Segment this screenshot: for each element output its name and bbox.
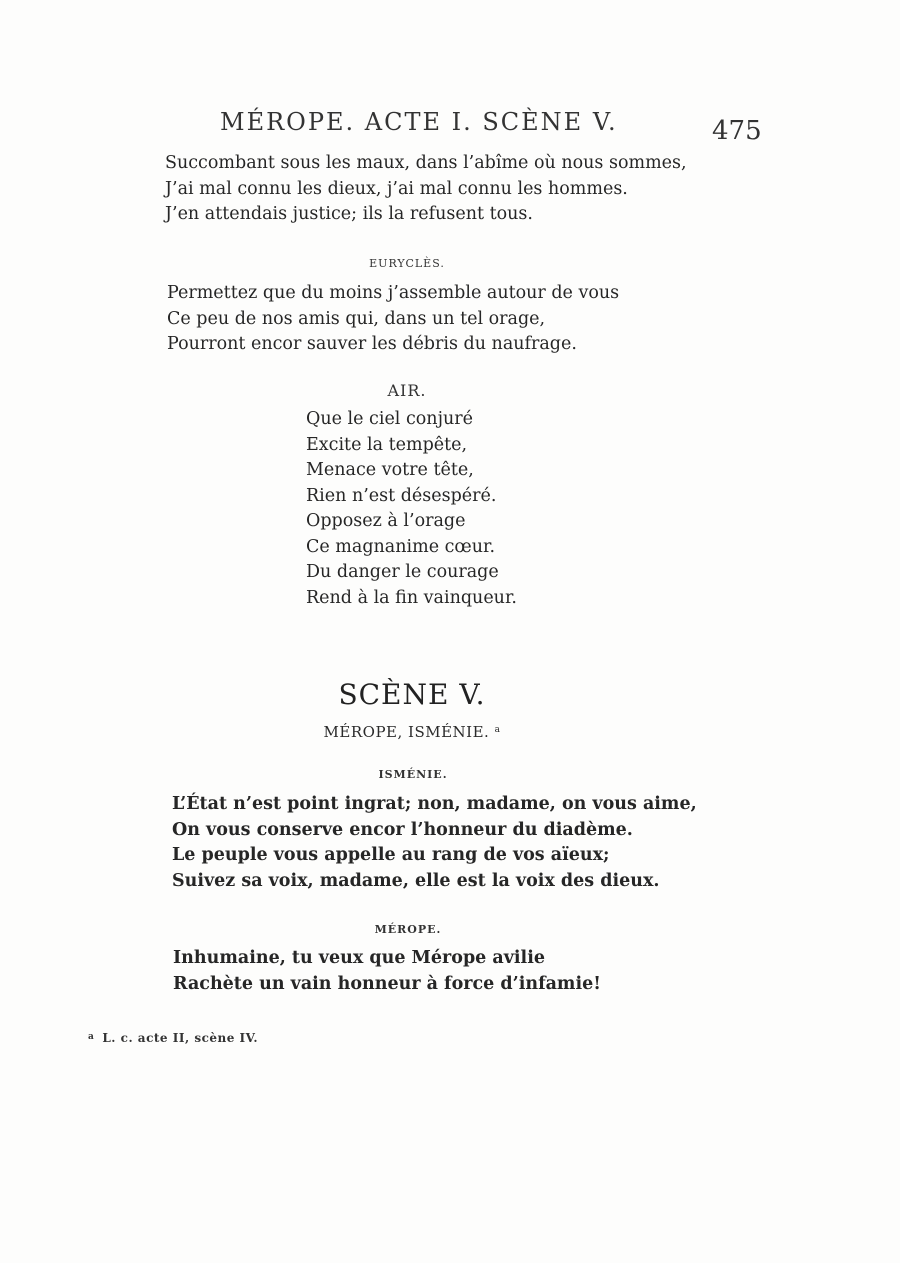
- verse-block-euryclès: [167, 281, 619, 358]
- verse-line: Excite la tempête,: [306, 434, 468, 455]
- speaker-name: EURYCLÈS.: [369, 257, 445, 270]
- verse-line: Le peuple vous appelle au rang de vos aïeux;: [172, 845, 610, 865]
- scene-heading: SCÈNE V.: [338, 678, 486, 711]
- scene-characters: [324, 723, 501, 741]
- verse-line: J’en attendais justice; ils la refusent tous.: [165, 204, 533, 224]
- verse-line: L’État n’est point ingrat; non, madame, on vous aime,: [172, 794, 697, 814]
- verse-line: Ce magnanime cœur.: [306, 536, 496, 557]
- air-heading: AIR.: [387, 381, 427, 400]
- page-number: 475: [712, 116, 762, 146]
- footnote-marker[interactable]: a: [494, 725, 501, 735]
- verse-line: Que le ciel conjuré: [306, 409, 473, 429]
- speaker-name: MÉROPE.: [374, 923, 442, 936]
- verse-line: Du danger le courage: [306, 562, 499, 582]
- verse-block-ismenie: [172, 792, 697, 894]
- verse-line: Rien n’est désespéré.: [306, 485, 497, 506]
- running-title: MÉROPE. ACTE I. SCÈNE V.: [220, 108, 618, 136]
- character-list: MÉROPE, ISMÉNIE.: [323, 723, 490, 741]
- verse-line: Inhumaine, tu veux que Mérope avilie: [173, 948, 545, 968]
- footnote: [88, 1031, 258, 1045]
- footnote-text: L. c. acte II, scène IV.: [102, 1031, 259, 1045]
- air-verse-block: [306, 407, 517, 611]
- verse-line: On vous conserve encor l’honneur du diadème.: [172, 819, 633, 840]
- verse-block-merope: [165, 151, 687, 228]
- verse-line: Pourront encor sauver les débris du naufrage.: [167, 334, 577, 354]
- verse-line: Suivez sa voix, madame, elle est la voix des dieux.: [172, 870, 660, 891]
- verse-line: J’ai mal connu les dieux, j’ai mal connu les hommes.: [165, 178, 628, 199]
- verse-line: Menace votre tête,: [306, 460, 474, 480]
- verse-line: Opposez à l’orage: [306, 511, 466, 531]
- verse-line: Rachète un vain honneur à force d’infamie!: [173, 973, 601, 994]
- verse-line: Permettez que du moins j’assemble autour de vous: [167, 283, 620, 303]
- speaker-name: ISMÉNIE.: [378, 768, 448, 781]
- verse-line: Rend à la fin vainqueur.: [306, 587, 517, 608]
- verse-line: Ce peu de nos amis qui, dans un tel orage,: [167, 308, 546, 329]
- verse-block-merope-reply: [173, 946, 601, 997]
- verse-line: Succombant sous les maux, dans l’abîme où nous sommes,: [165, 153, 687, 173]
- footnote-marker: a: [88, 1032, 95, 1042]
